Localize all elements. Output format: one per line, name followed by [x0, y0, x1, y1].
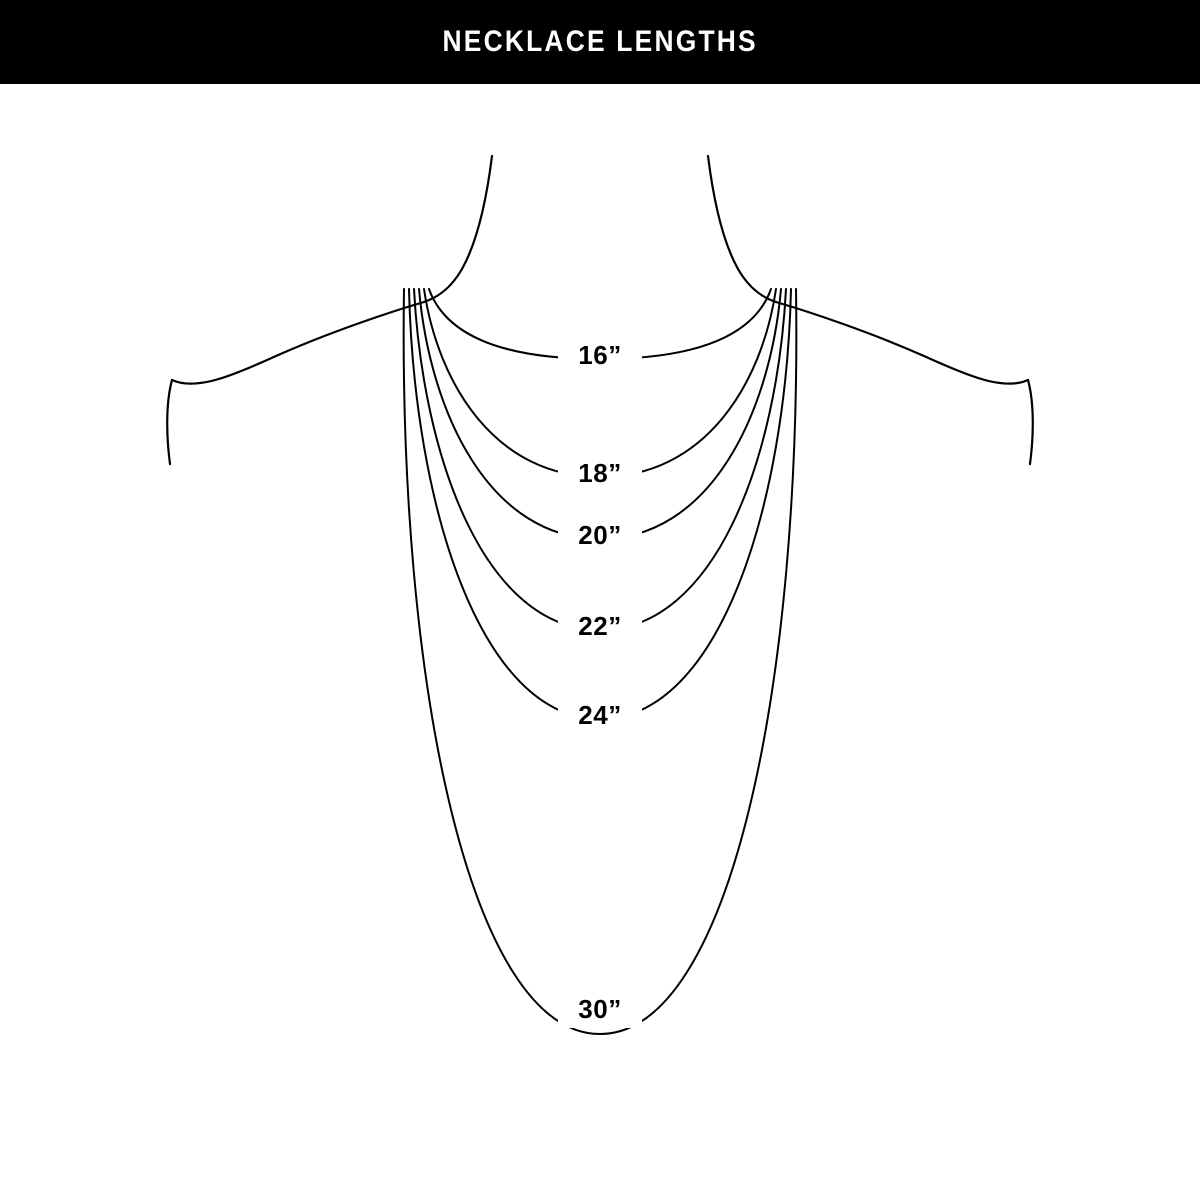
arm-left-line	[167, 380, 172, 464]
header-bar	[0, 0, 1200, 84]
label-22-text: 22”	[578, 611, 622, 641]
label-16-text: 16”	[578, 340, 622, 370]
page-title: NECKLACE LENGTHS	[442, 25, 758, 58]
label-16	[558, 338, 642, 374]
label-20	[558, 518, 642, 554]
arm-right-line	[1028, 380, 1033, 464]
necklace-diagram-svg	[0, 84, 1200, 1200]
shoulder-right-line	[776, 302, 1028, 384]
chain-18	[424, 289, 776, 477]
label-24-text: 24”	[578, 700, 622, 730]
label-20-text: 20”	[578, 520, 622, 550]
shoulder-left-line	[172, 302, 424, 384]
neck-right-line	[708, 156, 776, 302]
chain-30	[404, 289, 797, 1034]
label-18	[558, 456, 642, 492]
label-24	[558, 698, 642, 734]
necklace-chains	[404, 289, 797, 1034]
diagram-container	[0, 84, 1200, 1200]
label-18-text: 18”	[578, 458, 622, 488]
label-22	[558, 609, 642, 645]
neck-left-line	[424, 156, 492, 302]
length-labels	[558, 338, 642, 1028]
label-30-text: 30”	[578, 994, 622, 1024]
torso-outline	[167, 156, 1033, 464]
label-30	[558, 992, 642, 1028]
